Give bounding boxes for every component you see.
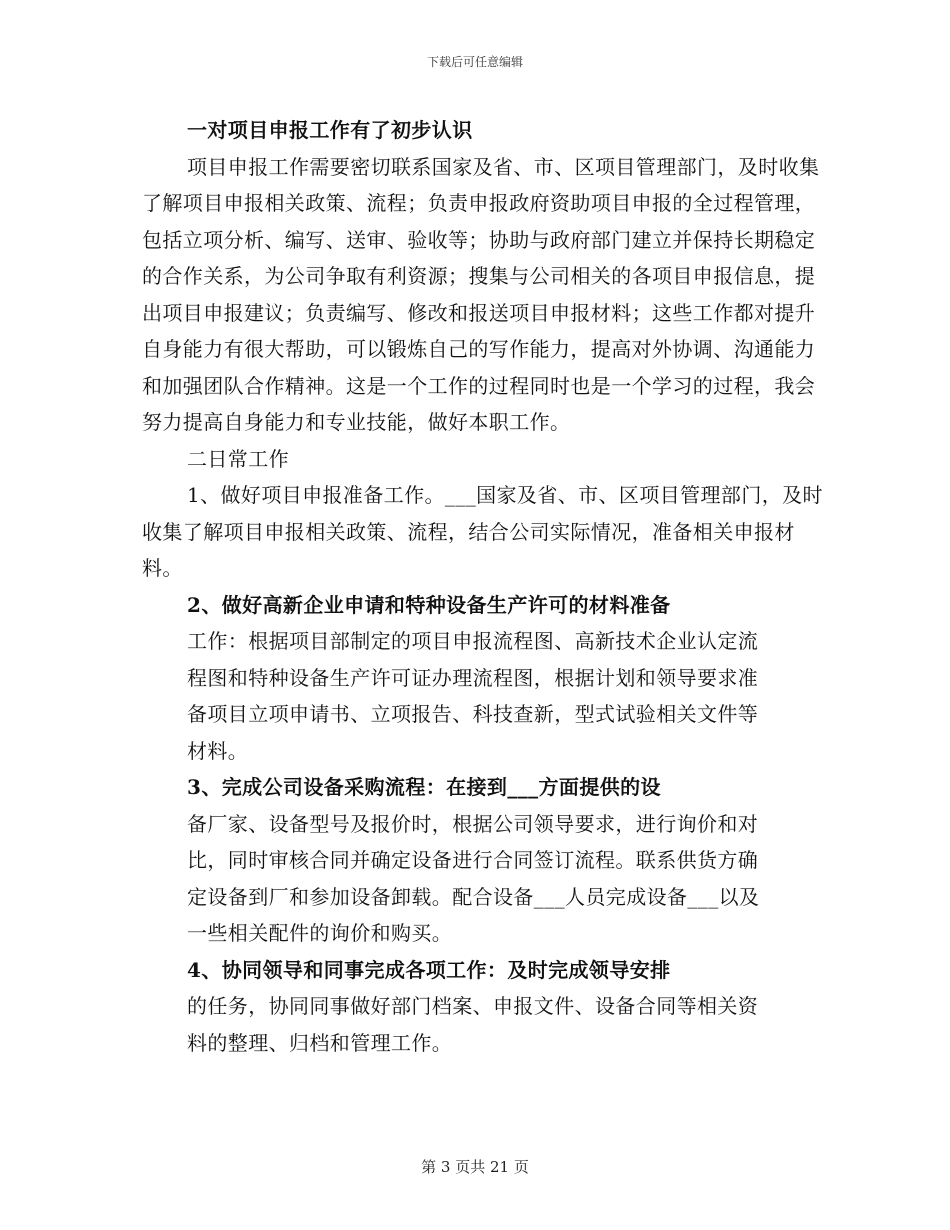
item-1: 1、做好项目申报准备工作。___国家及省、市、区项目管理部门，及时收集了解项目申报相关政策、流程，结合公司实际情况，准备相关申报材料。 [142,483,823,580]
page-header: 下载后可任意编辑 [426,55,523,69]
section-1-title: 一对项目申报工作有了初步认识 [187,118,473,142]
item-4-title: 4、协同领导和同事完成各项工作：及时完成领导安排 [187,957,671,982]
item-2-body: 工作：根据项目部制定的项目申报流程图、高新技术企业认定流程图和特种设备生产许可证办理流程图，根据计划和领导要求准备项目立项申请书、立项报告、科技查新，型式试验相关文件等材料。 [187,629,759,763]
item-3-title: 3、完成公司设备采购流程：在接到___方面提供的设 [187,775,661,799]
item-4-body: 的任务，协同同事做好部门档案、申报文件、设备合同等相关资料的整理、归档和管理工作。 [187,994,759,1055]
document-body [142,112,832,1061]
section-2-title: 二日常工作 [187,446,289,471]
section-1-body: 项目申报工作需要密切联系国家及省、市、区项目管理部门，及时收集了解项目申报相关政策、流程；负责申报政府资助项目申报的全过程管理，包括立项分析、编写、送审、验收等；协助与政府部门建立并保持长期稳定的合作关系，为公司争取有利资源；搜集与公司相关的各项目申报信息，提出项目申报建议；负责编写、修改和报送项目申报材料；这些工作都对提升自身能力有很大帮助，可以锻炼自己的写作能力，提高对外协调、沟通能力和加强团队合作精神。这是一个工作的过程同时也是一个学习的过程，我会努力提高自身能力和专业技能，做好本职工作。 [142,154,820,434]
item-3-body: 备厂家、设备型号及报价时，根据公司领导要求，进行询价和对比，同时审核合同并确定设备进行合同签订流程。联系供货方确定设备到厂和参加设备卸载。配合设备___人员完成设备___以及一些相关配件的询价和购买。 [187,811,760,945]
item-2-title: 2、做好高新企业申请和特种设备生产许可的材料准备 [187,592,671,617]
page-footer: 第 3 页共 21 页 [421,1158,529,1176]
